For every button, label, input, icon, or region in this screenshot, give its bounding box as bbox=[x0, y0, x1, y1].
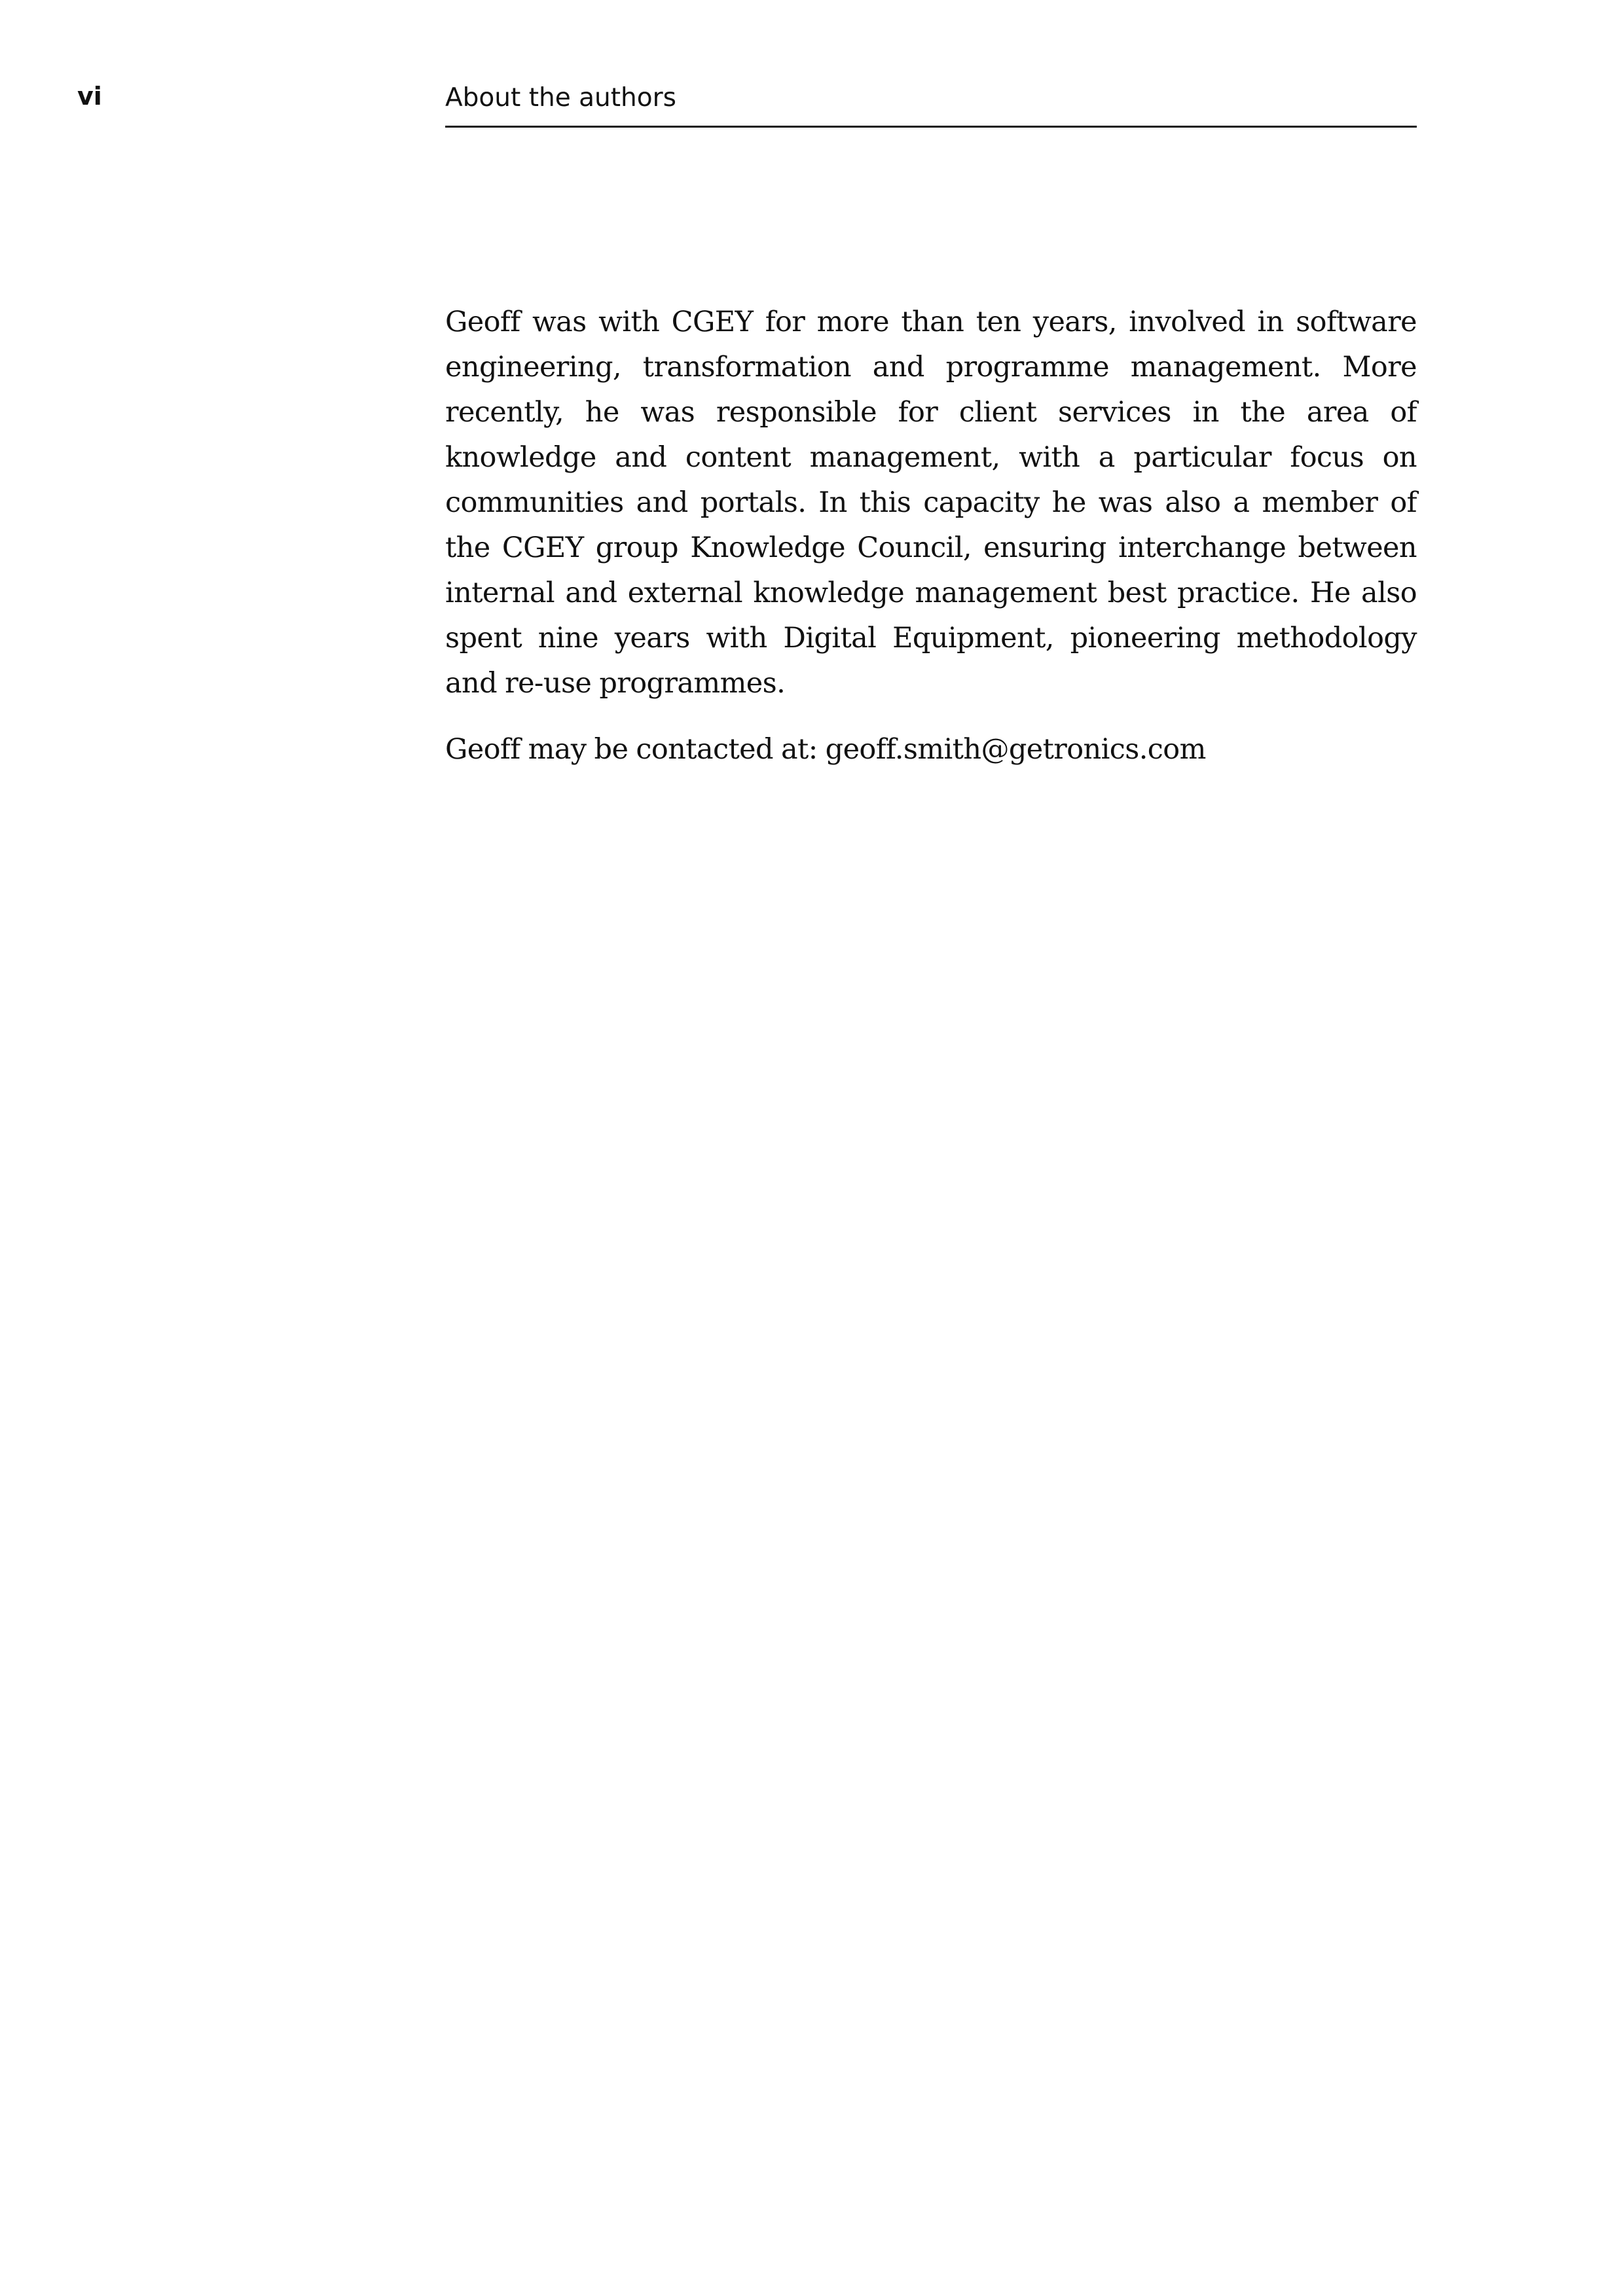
page-number: vi bbox=[77, 82, 102, 111]
section-title: About the authors bbox=[445, 83, 676, 113]
running-header bbox=[445, 85, 1417, 128]
bio-paragraph: Geoff was with CGEY for more than ten years, involved in software engineering, transformation and programme management. More recently, he was responsible for client services in the area of knowledge and content management, with a particular focus on communities and portals. In this capacity he was also a member of the CGEY group Knowledge Council, ensuring interchange between internal and external knowledge management best practice. He also spent nine years with Digital Equipment, pioneering methodology and re-use programmes. bbox=[445, 306, 1417, 700]
main-text bbox=[445, 300, 1417, 793]
contact-line: Geoff may be contacted at: geoff.smith@getronics.com bbox=[445, 733, 1206, 766]
